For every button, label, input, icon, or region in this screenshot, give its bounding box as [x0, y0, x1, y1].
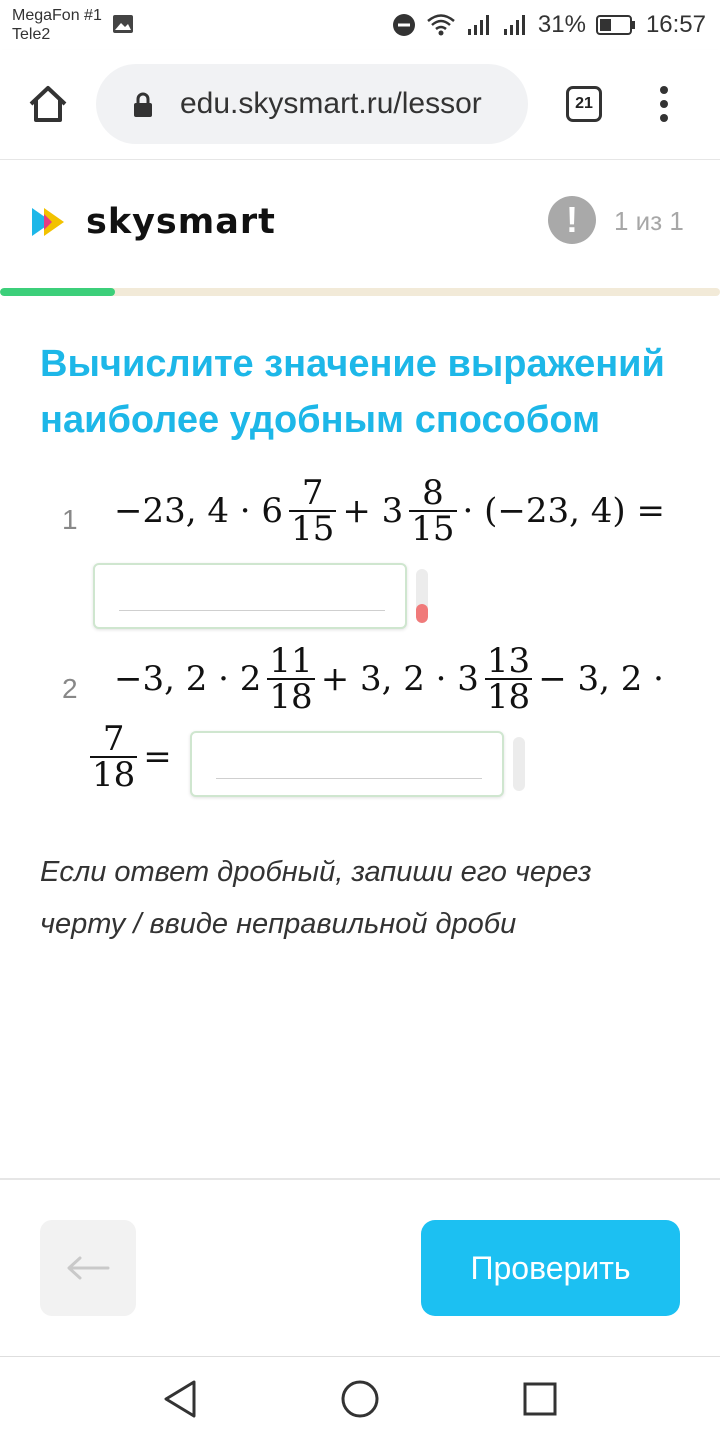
fraction-numerator: 11 — [269, 641, 313, 681]
battery-percent: 31% — [537, 11, 586, 38]
fraction-denominator: 18 — [92, 755, 136, 795]
attempt-meter-2 — [513, 737, 525, 791]
expr-term: −23, 4 · 6 — [114, 491, 284, 531]
fraction — [267, 641, 314, 717]
answer-input-2[interactable] — [208, 743, 486, 781]
nav-home-icon[interactable] — [340, 1379, 380, 1419]
clock: 16:57 — [645, 11, 706, 38]
nav-recents-icon[interactable] — [522, 1381, 558, 1417]
progress-bar-fill — [0, 288, 115, 296]
question-number: 2 — [62, 673, 78, 704]
footer-divider — [0, 1178, 720, 1180]
home-icon[interactable] — [26, 82, 70, 126]
expr-term: −3, 2 · 2 — [114, 659, 262, 699]
expr-term: · (−23, 4) = — [462, 491, 665, 531]
app-header — [0, 160, 720, 288]
expr-term: − 3, 2 · — [538, 659, 664, 699]
brand-name: skysmart — [86, 202, 276, 242]
carrier-info — [12, 6, 102, 44]
answer-hint: Если ответ дробный, запиши его через черту / ввиде неправильной дроби — [40, 856, 592, 940]
tab-switcher-button[interactable]: 21 — [566, 86, 602, 122]
browser-toolbar — [0, 50, 720, 160]
dnd-icon — [392, 13, 416, 37]
fraction — [409, 473, 456, 549]
gallery-icon — [112, 14, 134, 34]
menu-dots-icon[interactable] — [650, 84, 678, 124]
status-icons — [392, 8, 706, 42]
report-issue-button[interactable]: ! — [548, 196, 596, 244]
expr-term: + 3, 2 · 3 — [320, 659, 479, 699]
android-nav-bar — [0, 1356, 720, 1440]
attempt-meter-1 — [416, 569, 428, 623]
status-bar — [0, 0, 720, 50]
fraction-denominator: 15 — [291, 509, 335, 549]
url-text[interactable]: edu.skysmart.ru/lessor — [180, 87, 482, 120]
fraction-denominator: 18 — [269, 677, 313, 717]
question-number: 1 — [62, 504, 78, 535]
page-counter: 1 из 1 — [614, 206, 684, 236]
answer-field-2[interactable] — [190, 731, 504, 797]
arrow-left-icon — [66, 1256, 110, 1280]
answer-field-1[interactable] — [93, 563, 407, 629]
wifi-icon — [426, 13, 456, 37]
fraction — [485, 641, 532, 717]
nav-back-icon[interactable] — [162, 1379, 198, 1419]
progress-bar — [0, 288, 720, 296]
carrier-line2: Tele2 — [12, 26, 51, 43]
back-button[interactable] — [40, 1220, 136, 1316]
input-underline — [119, 610, 385, 611]
fraction-numerator: 13 — [486, 641, 531, 681]
fraction — [289, 473, 336, 549]
task-title: Вычислите значение выражений наиболее удобным способом — [40, 343, 665, 441]
fraction-denominator: 18 — [486, 677, 531, 717]
answer-input-1[interactable] — [111, 575, 389, 613]
fraction-numerator: 7 — [102, 719, 125, 759]
expr-term: = — [143, 737, 172, 777]
fraction-denominator: 15 — [411, 509, 455, 549]
question-1-expression — [110, 473, 669, 549]
fraction-numerator: 7 — [301, 473, 324, 513]
lock-icon — [132, 92, 154, 118]
check-button[interactable]: Проверить — [421, 1220, 680, 1316]
question-2-expression-cont — [88, 719, 176, 795]
signal-icon — [502, 13, 528, 37]
question-2-expression — [110, 641, 668, 717]
input-underline — [216, 778, 482, 779]
expr-term: + 3 — [342, 491, 404, 531]
attempt-meter-fill — [416, 604, 428, 623]
address-bar[interactable] — [96, 64, 528, 144]
battery-icon — [596, 14, 636, 36]
carrier-line1: MegaFon #1 — [12, 7, 102, 24]
fraction-numerator: 8 — [422, 473, 444, 513]
signal-icon — [466, 13, 492, 37]
fraction — [90, 719, 137, 795]
skysmart-logo-icon — [30, 204, 78, 240]
